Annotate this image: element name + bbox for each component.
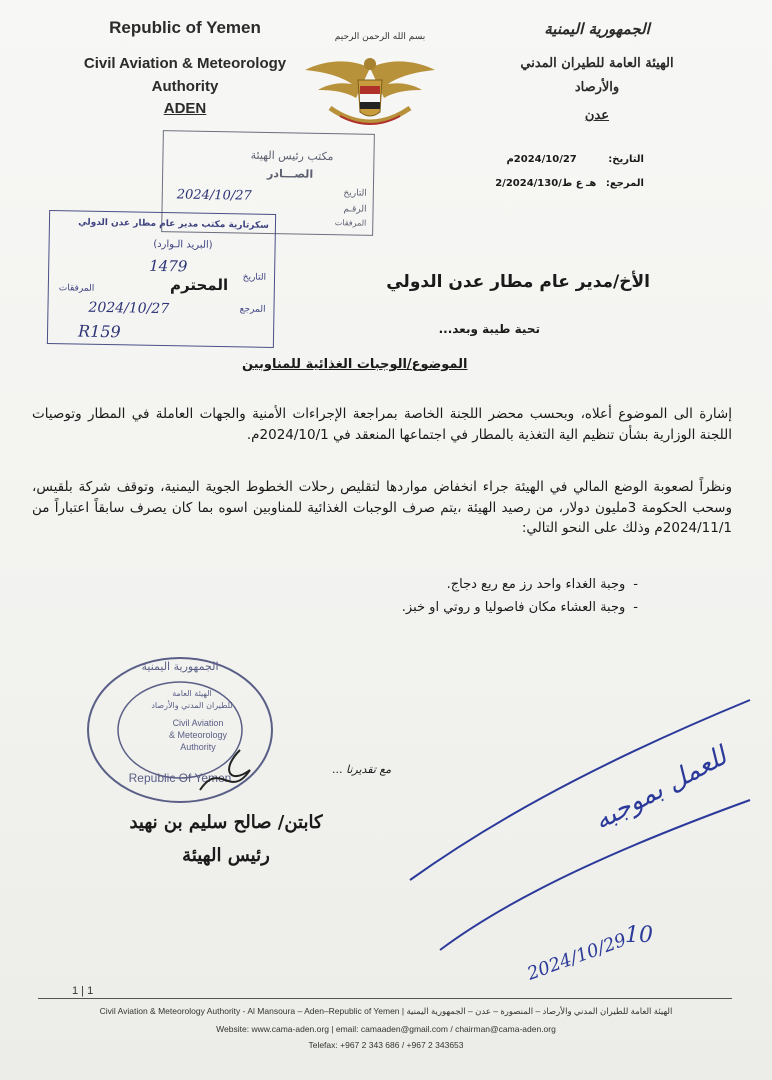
secretariat-date-label: التاريخ	[242, 272, 267, 283]
footer-address-ar: الهيئة العامة للطيران المدني والأرصاد – المنصورة – عدن – الجمهورية اليمنية	[406, 1006, 673, 1016]
footer-telefax	[30, 1040, 742, 1050]
secretariat-incoming-stamp	[47, 210, 276, 348]
respected-word: المحترم	[170, 276, 229, 294]
secretariat-handwritten-number: 1479	[149, 256, 188, 276]
date-value: 2024/10/27م	[506, 154, 577, 165]
paragraph-1: إشارة الى الموضوع أعلاه، وبحسب محضر اللجنة الخاصة بمراجعة الإجراءات الأمنية والجهات العاملة في المطار وتوصيات اللجنة الوزارية بشأن تنظيم الية التغذية بالمطار في اجتماعها المنعقد في 2024/10/1م.	[32, 406, 732, 443]
secretariat-stamp-line2: (البريد الـوارد)	[153, 238, 213, 251]
en-authority-line1: Civil Aviation & Meteorology	[83, 55, 287, 72]
subject-line: الموضوع/الوجبات الغذائية للمناوبين	[242, 357, 468, 372]
date-label: التاريخ:	[608, 154, 644, 165]
email-label: email:	[335, 1024, 359, 1034]
website-link[interactable]: www.cama-aden.org	[251, 1024, 329, 1034]
english-letterhead	[40, 18, 330, 117]
seal-en-mid2: & Meteorology	[168, 730, 228, 740]
ar-city: عدن	[584, 108, 610, 123]
arabic-letterhead	[462, 20, 732, 123]
bullet-dash: -	[633, 600, 638, 615]
list-item	[447, 577, 638, 592]
list-item-text: وجبة العشاء مكان فاصوليا و روتي او خبز.	[401, 600, 626, 615]
paragraph-2: ونظراً لصعوبة الوضع المالي في الهيئة جراء انخفاض مواردها لتقليص رحلات الخطوط الجوية اليمنية، وتوقف شركة بلقيس، وسحب الحكومة 3مليون دولار، من رصيد الهيئة ،يتم صرف الوجبات الغذائية للمناوبين اسوه بما كان يصرف سابقاً اعتباراً من 2024/11/1م وذلك على النحو التالي:	[32, 479, 732, 536]
office-stamp-attachments-label: المرفقات	[334, 218, 367, 228]
seal-ar-mid1: الهيئة العامة	[172, 689, 212, 698]
signer-block	[96, 812, 356, 866]
office-stamp-date-label: التاريخ	[343, 188, 367, 199]
footer-address: Civil Aviation & Meteorology Authority - Al Mansoura – Aden–Republic of Yemen | الهيئة العامة للطيران المدني والأرصاد – المنصورة – عدن – الجمهورية اليمنية	[99, 1006, 673, 1016]
ar-country: الجمهورية اليمنية	[544, 20, 650, 38]
page-number: 1 | 1	[72, 985, 94, 997]
list-item-text: وجبة الغداء واحد رز مع ربع دجاج.	[446, 577, 626, 592]
ref-line	[495, 178, 644, 189]
signer-title: رئيس الهيئة	[182, 845, 270, 866]
signer-name: كابتن/ صالح سليم بن نهيد	[129, 812, 323, 833]
footer-contacts: Website: www.cama-aden.org | email: camaaden@gmail.com / chairman@cama-aden.org	[216, 1024, 556, 1034]
en-city: ADEN	[163, 100, 207, 117]
ar-authority-line2: والأرصاد	[574, 80, 620, 95]
authority-round-seal-icon	[80, 650, 280, 810]
website-label: Website:	[216, 1024, 250, 1034]
secretariat-ref-label: المرجع	[239, 304, 266, 315]
seal-ar-mid2: للطيران المدني والأرصاد	[151, 701, 233, 710]
list-item	[402, 600, 638, 615]
yemen-eagle-emblem-icon	[300, 50, 440, 140]
office-stamp-handwritten-date: 2024/10/27	[176, 187, 252, 204]
greeting: تحية طيبة وبعد...	[438, 322, 540, 336]
annotation-text: للعمل بموجبه	[589, 741, 732, 837]
telefax-value: +967 2 343 686 / +967 2 343653	[340, 1040, 464, 1050]
en-country: Republic of Yemen	[109, 18, 261, 37]
email-link-2[interactable]: chairman@cama-aden.org	[455, 1024, 556, 1034]
telefax-label: Telefax:	[308, 1040, 338, 1050]
office-stamp-number-label: الرقـم	[343, 204, 367, 215]
ref-label: المرجع:	[605, 178, 644, 189]
seal-en-mid1: Civil Aviation	[172, 718, 224, 728]
office-stamp-line2: الصـــادر	[266, 166, 314, 181]
secretariat-handwritten-code: R159	[77, 321, 121, 342]
closing-regards: مع تقديرنا ...	[332, 763, 392, 776]
secretariat-attachments-label: المرفقات	[58, 283, 95, 294]
date-line	[506, 154, 644, 165]
footer-divider	[38, 998, 732, 999]
ar-authority-line1: الهيئة العامة للطيران المدني	[520, 56, 674, 71]
bullet-dash: -	[633, 577, 638, 592]
handwritten-approval-annotation	[400, 690, 760, 1010]
office-stamp-line1: مكتب رئيس الهيئة	[250, 148, 334, 164]
seal-en-bottom: Republic Of Yemen	[128, 771, 232, 785]
ref-value: هـ ع ط/2/2024/130	[495, 178, 597, 189]
seal-en-mid3: Authority	[180, 742, 216, 752]
basmala: بسم الله الرحمن الرحيم	[334, 32, 426, 42]
email-link-1[interactable]: camaaden@gmail.com	[360, 1024, 448, 1034]
annotation-date: 2024/10/29	[524, 929, 630, 985]
secretariat-handwritten-ref: 2024/10/27	[88, 299, 170, 318]
addressee: الأخ/مدير عام مطار عدن الدولي	[386, 272, 650, 292]
annotation-number: 10	[625, 923, 653, 948]
footer-address-en: Civil Aviation & Meteorology Authority - Al Mansoura – Aden–Republic of Yemen	[99, 1006, 400, 1016]
en-authority-line2: Authority	[151, 78, 219, 95]
secretariat-stamp-line1: سكرتارية مكتب مدير عام مطار عدن الدولي	[78, 217, 270, 231]
seal-ar-top: الجمهورية اليمنية	[141, 660, 219, 673]
